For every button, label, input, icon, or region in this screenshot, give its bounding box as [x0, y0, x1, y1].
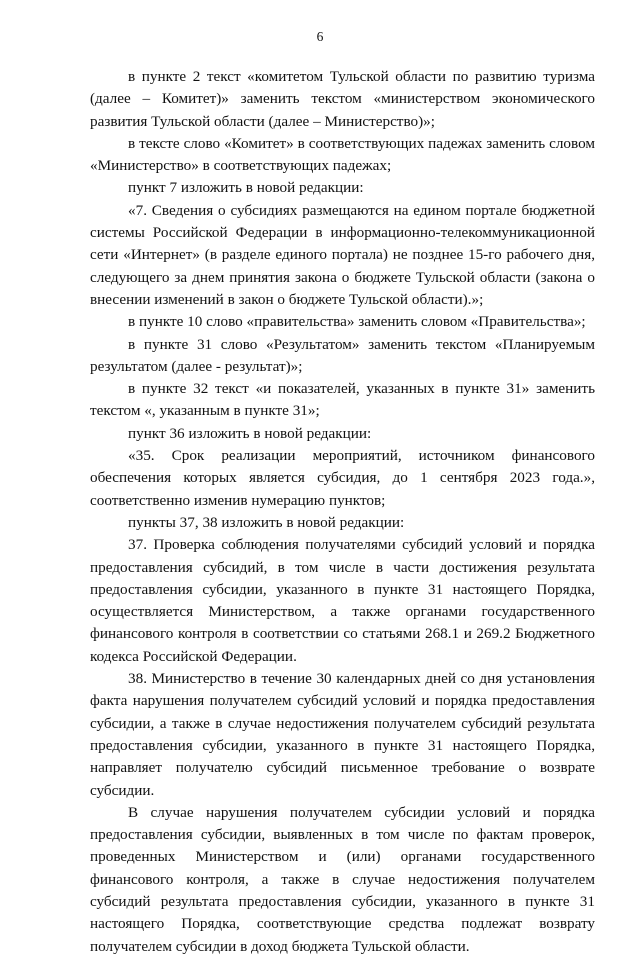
paragraph: пункт 7 изложить в новой редакции: [128, 179, 364, 197]
paragraph: в пункте 31 слово «Результатом» заменить текстом «Планируемым результатом (далее - результат)»; [90, 335, 595, 375]
paragraph: пункт 36 изложить в новой редакции: [128, 424, 372, 442]
paragraph: «7. Сведения о субсидиях размещаются на едином портале бюджетной системы Российской Федерации в информационно-телекоммуникационной сети «Интернет» (в разделе единого портала) не позднее 15-го рабочего дня, следующего за днем принятия закона о бюджете Тульской области (закона о внесении изменений в закон о бюджете Тульской области).»; [90, 201, 595, 308]
document-body [90, 66, 595, 958]
paragraph: в пункте 10 слово «правительства» заменить словом «Правительства»; [128, 313, 586, 331]
paragraph: 37. Проверка соблюдения получателями субсидий условий и порядка предоставления субсидий, в том числе в части достижения результата предоставления субсидии, указанного в пункте 31 настоящего Порядка, осуществляется Министерством, а также органами государственного финансового контроля в соответствии со статьями 268.1 и 269.2 Бюджетного кодекса Российской Федерации. [90, 536, 595, 665]
paragraph: пункты 37, 38 изложить в новой редакции: [128, 513, 405, 531]
paragraph: в пункте 32 текст «и показателей, указанных в пункте 31» заменить текстом «, указанным в пункте 31»; [90, 380, 595, 420]
paragraph: «35. Срок реализации мероприятий, источником финансового обеспечения которых является субсидия, до 1 сентября 2023 года.», соответственно изменив нумерацию пунктов; [90, 447, 595, 509]
paragraph: 38. Министерство в течение 30 календарных дней со дня установления факта нарушения получателем субсидий условий и порядка предоставления субсидии, а также в случае недостижения получателем субсидий результата предоставления субсидии, указанного в пункте 31 настоящего Порядка, направляет получателю субсидий письменное требование о возврате субсидии. [90, 670, 595, 799]
paragraph: в пункте 2 текст «комитетом Тульской области по развитию туризма (далее – Комитет)» заменить текстом «министерством экономического развития Тульской области (далее – Министерство)»; [90, 68, 595, 130]
paragraph: В случае нарушения получателем субсидии условий и порядка предоставления субсидии, выявленных в том числе по фактам проверок, проведенных Министерством и (или) органами государственного финансового контроля, а также в случае недостижения получателем субсидий результата предоставления субсидии, указанного в пункте 31 настоящего Порядка, соответствующие средства подлежат возврату получателем субсидии в доход бюджета Тульской области. [90, 803, 595, 955]
paragraph: в тексте слово «Комитет» в соответствующих падежах заменить словом «Министерство» в соответствующих падежах; [90, 134, 595, 175]
page-number: 6 [316, 29, 324, 44]
